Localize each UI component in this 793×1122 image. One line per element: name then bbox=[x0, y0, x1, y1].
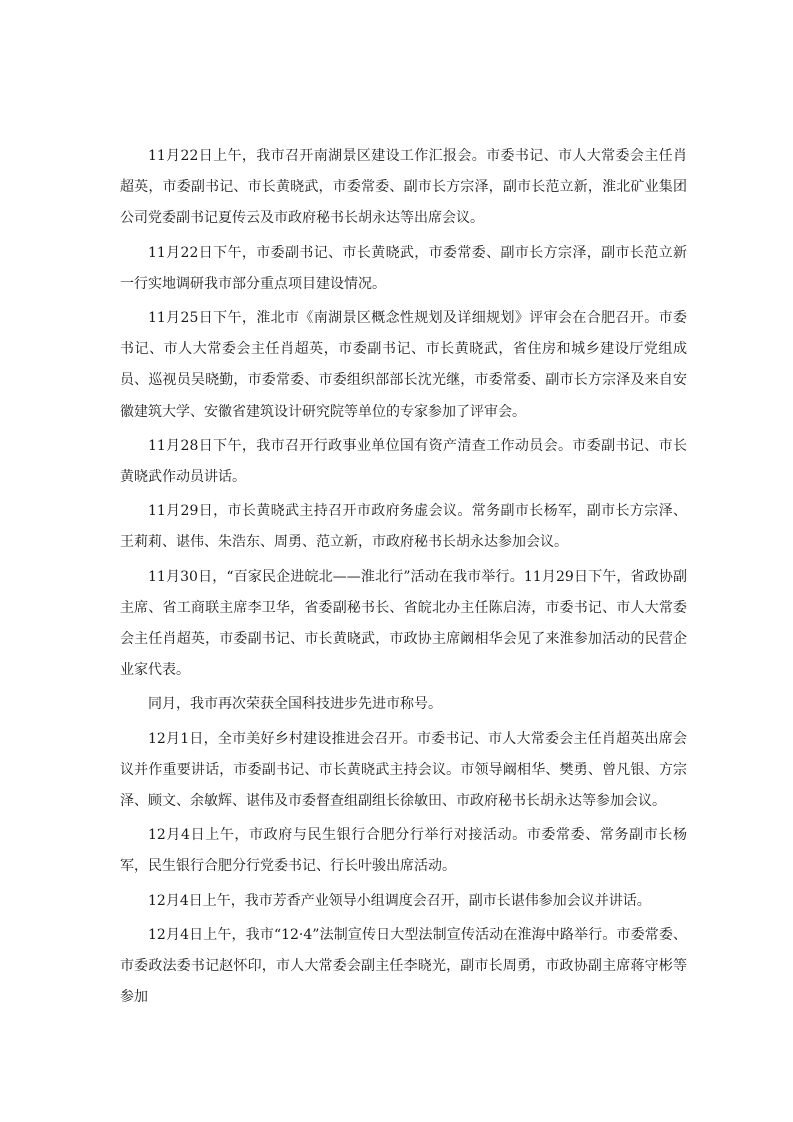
paragraph: 11月25日下午，淮北市《南湖景区概念性规划及详细规划》评审会在合肥召开。市委书记、市人大常委会主任肖超英，市委副书记、市长黄晓武，省住房和城乡建设厅党组成员、巡视员吴晓勤，市委常委、市委组织部部长沈光继，市委常委、副市长方宗泽及来自安徽建筑大学、安徽省建筑设计研究院等单位的专家参加了评审会。 bbox=[120, 310, 687, 420]
paragraph: 11月22日上午，我市召开南湖景区建设工作汇报会。市委书记、市人大常委会主任肖超英，市委副书记、市长黄晓武，市委常委、副市长方宗泽，副市长范立新，淮北矿业集团公司党委副书记夏传云及市政府秘书长胡永达等出席会议。 bbox=[120, 148, 687, 227]
paragraph: 12月4日上午，我市芳香产业领导小组调度会召开，副市长谌伟参加会议并讲话。 bbox=[148, 892, 651, 909]
paragraph: 11月30日，“百家民企进皖北——淮北行”活动在我市举行。11月29日下午，省政协副主席、省工商联主席李卫华，省委副秘书长、省皖北办主任陈启涛，市委书记、市人大常委会主任肖超英，市委副书记、市长黄晓武，市政协主席阚相华会见了来淮参加活动的民营企业家代表。 bbox=[120, 568, 687, 679]
paragraph: 12月4日上午，我市“12·4”法制宣传日大型法制宣传活动在淮海中路举行。市委常委、市委政法委书记赵怀印，市人大常委会副主任李晓光，副市长周勇，市政协副主席蒋守彬等参加 bbox=[120, 926, 687, 1006]
paragraph: 11月28日下午，我市召开行政事业单位国有资产清查工作动员会。市委副书记、市长黄晓武作动员讲话。 bbox=[120, 437, 687, 486]
paragraph: 同月，我市再次荣获全国科技进步先进市称号。 bbox=[148, 696, 442, 713]
paragraph: 11月29日，市长黄晓武主持召开市政府务虚会议。常务副市长杨军，副市长方宗泽、王莉莉、谌伟、朱浩东、周勇、范立新，市政府秘书长胡永达参加会议。 bbox=[120, 503, 687, 551]
paragraph: 11月22日下午，市委副书记、市长黄晓武，市委常委、副市长方宗泽，副市长范立新一行实地调研我市部分重点项目建设情况。 bbox=[120, 244, 687, 292]
document-body bbox=[120, 141, 687, 1016]
paragraph: 12月1日，全市美好乡村建设推进会召开。市委书记、市人大常委会主任肖超英出席会议并作重要讲话，市委副书记、市长黄晓武主持会议。市领导阚相华、樊勇、曾凡银、方宗泽、顾文、余敏辉、谌伟及市委督查组副组长徐敏田、市政府秘书长胡永达等参加会议。 bbox=[120, 730, 687, 810]
paragraph: 12月4日上午，市政府与民生银行合肥分行举行对接活动。市委常委、常务副市长杨军，民生银行合肥分行党委书记、行长叶骏出席活动。 bbox=[120, 827, 687, 875]
